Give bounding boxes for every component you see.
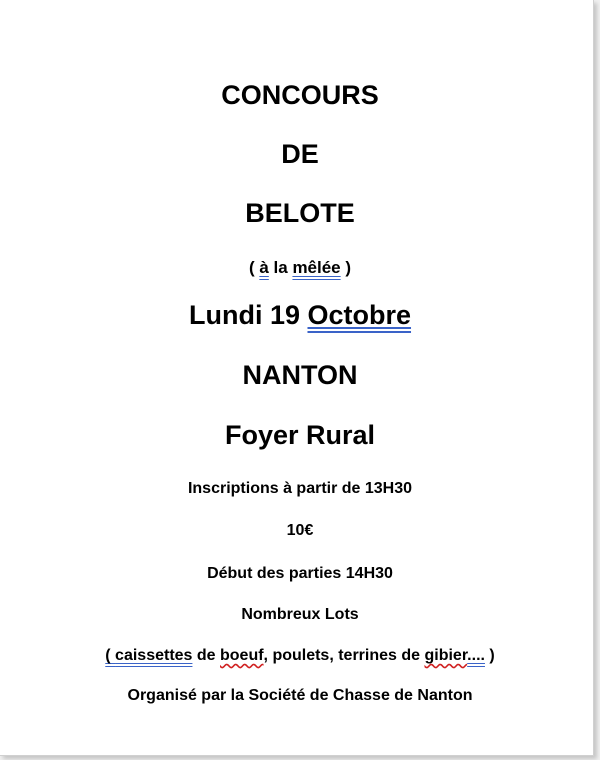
event-date (0, 300, 600, 331)
prizes-detail (0, 647, 600, 665)
subtitle-melee (0, 258, 600, 278)
subtitle-open: ( (248, 258, 260, 277)
subtitle-la: la (268, 258, 293, 277)
subtitle-a: à (259, 258, 269, 277)
date-month: Octobre (307, 300, 412, 330)
prizes-close: ) (484, 647, 495, 664)
subtitle-melee-word: mêlée (292, 258, 341, 277)
subtitle-close: ) (340, 258, 352, 277)
date-prefix: Lundi 19 (188, 300, 308, 330)
prizes-middle: , poulets, terrines de (263, 647, 425, 664)
registration-time: Inscriptions à partir de 13H30 (187, 480, 413, 497)
organizer: Organisé par la Société de Chasse de Nanton (127, 687, 473, 704)
event-venue: Foyer Rural (224, 420, 376, 450)
prizes-de: de (192, 647, 220, 664)
event-town: NANTON (242, 360, 358, 390)
title-concours: CONCOURS (221, 80, 379, 110)
prizes-open: ( (105, 647, 116, 664)
prizes-gibier: gibier (424, 647, 468, 664)
title-belote: BELOTE (245, 198, 355, 228)
prizes-heading: Nombreux Lots (241, 606, 359, 623)
prizes-dots: .... (467, 647, 485, 664)
start-time: Début des parties 14H30 (207, 565, 393, 582)
prizes-caissettes: caissettes (115, 647, 193, 664)
prizes-boeuf: boeuf (220, 647, 264, 664)
entry-price: 10€ (286, 522, 314, 539)
title-de: DE (281, 139, 319, 169)
